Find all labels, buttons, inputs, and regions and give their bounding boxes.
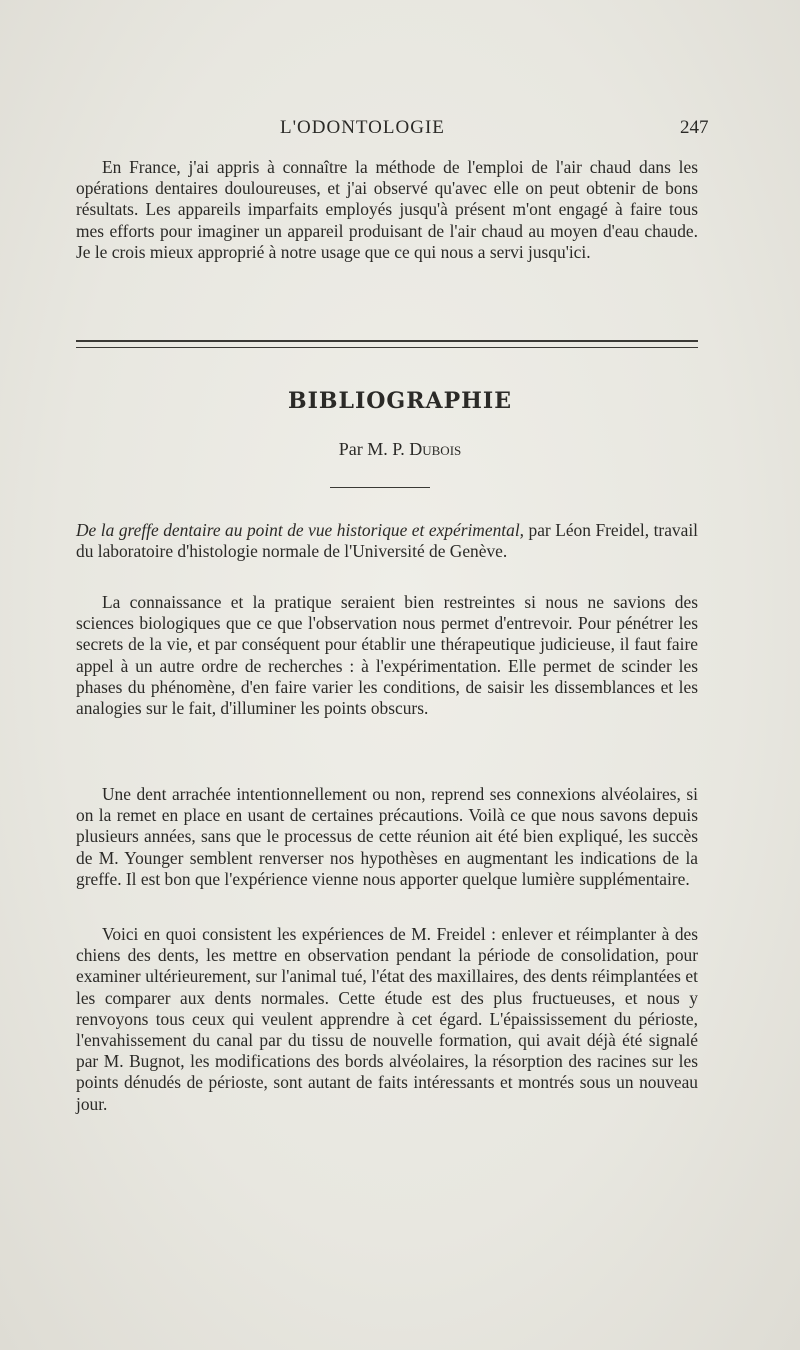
page-number: 247 xyxy=(680,117,709,138)
byline-author: Dubois xyxy=(409,439,462,459)
byline-prefix: Par M. P. xyxy=(338,439,410,459)
byline-divider-rule xyxy=(330,487,430,488)
citation-work-title: De la greffe dentaire au point de vue historique et expérimental, xyxy=(76,520,524,540)
body-paragraph-block xyxy=(76,592,698,719)
running-head-title: L'ODONTOLOGIE xyxy=(280,117,445,138)
citation-block xyxy=(76,520,698,562)
body-paragraph: Une dent arrachée intentionnellement ou non, reprend ses connexions alvéolaires, si on la remet en place en usant de certaines précautions. Voilà ce que nous savons depuis plusieurs années, sans que le processus de cette réunion ait été bien expliqué, les succès de M. Younger semblent renverser nos hypothèses en augmentant les indications de la greffe. Il est bon que l'expérience vienne nous apporter quelque lumière supplémentaire. xyxy=(76,784,698,889)
intro-paragraph: En France, j'ai appris à connaître la méthode de l'emploi de l'air chaud dans les opérations dentaires douloureuses, et j'ai observé qu'avec elle on peut obtenir de bons résultats. Les appareils imparfaits employés jusqu'à présent m'ont engagé à faire tous mes efforts pour imaginer un appareil produisant de l'air chaud au moyen d'eau chaude. Je le crois mieux approprié à notre usage que ce qui nous a servi jusqu'ici. xyxy=(76,157,698,262)
section-divider-double-rule xyxy=(76,340,698,348)
body-paragraph: Voici en quoi consistent les expériences de M. Freidel : enlever et réimplanter à des chiens des dents, les mettre en observation pendant la période de consolidation, pour examiner ultérieurement, sur l'animal tué, l'état des maxillaires, des dents réimplantées et les comparer aux dents normales. Cette étude est des plus fructueuses, et nous y renvoyons tous ceux qui veulent apprendre à cet égard. L'épaississement du périoste, l'envahissement du canal par du tissu de nouvelle formation, qui avait déjà été signalé par M. Bugnot, les modifications des bords alvéolaires, la résorption des racines sur les points dénudés de périoste, sont autant de faits intéressants et montrés sous un nouveau jour. xyxy=(76,924,698,1114)
body-paragraph-block xyxy=(76,924,698,1115)
section-title: BIBLIOGRAPHIE xyxy=(288,388,512,414)
byline xyxy=(0,439,800,460)
citation xyxy=(76,520,698,562)
citation-details: par Léon Freidel, travail du laboratoire d'histologie normale de l'Université de Genève. xyxy=(76,520,698,562)
body-paragraph-block xyxy=(76,784,698,890)
body-paragraph: La connaissance et la pratique seraient bien restreintes si nous ne savions des sciences biologiques que ce que l'observation nous permet d'entrevoir. Pour pénétrer les secrets de la vie, et par conséquent pour établir une thérapeutique judicieuse, il faut faire appel à un autre ordre de recherches : à l'expérimentation. Elle permet de scinder les phases du phénomène, d'en faire varier les conditions, de saisir les dissemblances et les analogies sur le fait, d'illuminer les points obscurs. xyxy=(76,592,698,719)
intro-paragraph-block xyxy=(76,157,698,263)
